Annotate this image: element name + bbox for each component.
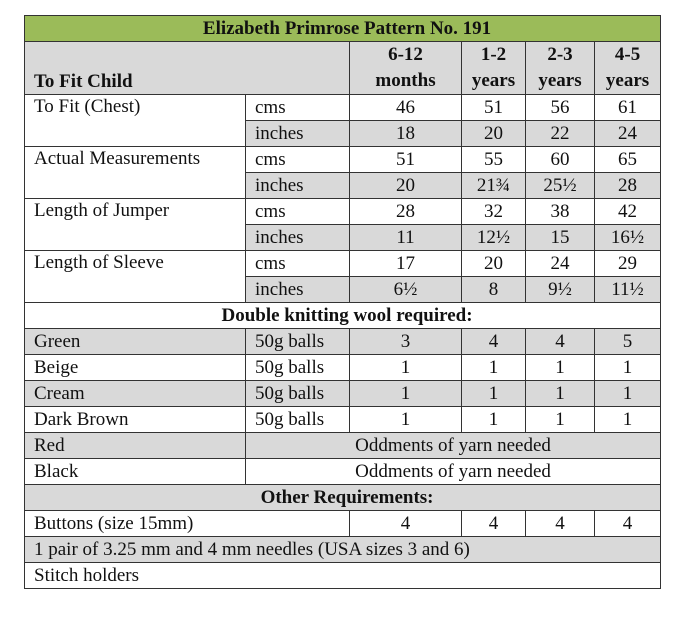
wool-row	[25, 407, 661, 433]
size-header: 6-12 months	[350, 42, 462, 95]
measurement-name: To Fit (Chest)	[25, 95, 246, 147]
measurement-row	[25, 251, 661, 277]
value-cell: 1	[350, 355, 462, 381]
value-cell: 65	[595, 147, 661, 173]
oddments-row	[25, 459, 661, 485]
value-cell: 4	[462, 329, 526, 355]
value-cell: 42	[595, 199, 661, 225]
value-cell: 24	[595, 121, 661, 147]
unit-cell: inches	[246, 173, 350, 199]
value-cell: 51	[462, 95, 526, 121]
value-cell: 6½	[350, 277, 462, 303]
wool-colour: Black	[25, 459, 246, 485]
size-header: 4-5 years	[595, 42, 661, 95]
value-cell: 21¾	[462, 173, 526, 199]
stitch-holders-text: Stitch holders	[25, 563, 661, 589]
buttons-row	[25, 511, 661, 537]
value-cell: 17	[350, 251, 462, 277]
value-cell: 25½	[526, 173, 595, 199]
value-cell: 15	[526, 225, 595, 251]
needles-text: 1 pair of 3.25 mm and 4 mm needles (USA sizes 3 and 6)	[25, 537, 661, 563]
value-cell: 4	[350, 511, 462, 537]
unit-cell: 50g balls	[246, 355, 350, 381]
wool-colour: Red	[25, 433, 246, 459]
unit-cell: inches	[246, 277, 350, 303]
wool-colour: Green	[25, 329, 246, 355]
value-cell: 12½	[462, 225, 526, 251]
oddments-note: Oddments of yarn needed	[246, 459, 661, 485]
value-cell: 1	[462, 381, 526, 407]
value-cell: 1	[526, 381, 595, 407]
value-cell: 3	[350, 329, 462, 355]
unit-cell: 50g balls	[246, 381, 350, 407]
wool-heading-row	[25, 303, 661, 329]
other-heading: Other Requirements:	[25, 485, 661, 511]
unit-cell: cms	[246, 199, 350, 225]
value-cell: 1	[462, 407, 526, 433]
measurement-name: Actual Measurements	[25, 147, 246, 199]
other-heading-row	[25, 485, 661, 511]
unit-cell: 50g balls	[246, 407, 350, 433]
stitch-holders-row	[25, 563, 661, 589]
size-header: 2-3 years	[526, 42, 595, 95]
size-header-row	[25, 42, 661, 95]
value-cell: 4	[526, 511, 595, 537]
buttons-label: Buttons (size 15mm)	[25, 511, 350, 537]
value-cell: 28	[595, 173, 661, 199]
value-cell: 1	[595, 381, 661, 407]
needles-row	[25, 537, 661, 563]
value-cell: 5	[595, 329, 661, 355]
pattern-table	[24, 15, 661, 589]
wool-colour: Cream	[25, 381, 246, 407]
measurement-row	[25, 95, 661, 121]
value-cell: 61	[595, 95, 661, 121]
unit-cell: inches	[246, 225, 350, 251]
unit-cell: 50g balls	[246, 329, 350, 355]
measurement-row	[25, 147, 661, 173]
value-cell: 11½	[595, 277, 661, 303]
value-cell: 20	[462, 251, 526, 277]
value-cell: 8	[462, 277, 526, 303]
wool-colour: Beige	[25, 355, 246, 381]
value-cell: 20	[462, 121, 526, 147]
unit-cell: cms	[246, 251, 350, 277]
value-cell: 28	[350, 199, 462, 225]
value-cell: 1	[350, 407, 462, 433]
unit-cell: cms	[246, 95, 350, 121]
value-cell: 55	[462, 147, 526, 173]
value-cell: 60	[526, 147, 595, 173]
wool-heading: Double knitting wool required:	[25, 303, 661, 329]
value-cell: 1	[595, 407, 661, 433]
value-cell: 16½	[595, 225, 661, 251]
wool-row	[25, 355, 661, 381]
wool-colour: Dark Brown	[25, 407, 246, 433]
measurement-name: Length of Sleeve	[25, 251, 246, 303]
pattern-table-container	[24, 15, 660, 589]
value-cell: 11	[350, 225, 462, 251]
to-fit-child-label: To Fit Child	[25, 42, 350, 95]
value-cell: 1	[526, 355, 595, 381]
value-cell: 51	[350, 147, 462, 173]
value-cell: 4	[526, 329, 595, 355]
value-cell: 20	[350, 173, 462, 199]
title-row	[25, 16, 661, 42]
value-cell: 56	[526, 95, 595, 121]
unit-cell: inches	[246, 121, 350, 147]
measurement-row	[25, 199, 661, 225]
size-header: 1-2 years	[462, 42, 526, 95]
oddments-note: Oddments of yarn needed	[246, 433, 661, 459]
value-cell: 46	[350, 95, 462, 121]
value-cell: 1	[350, 381, 462, 407]
measurement-name: Length of Jumper	[25, 199, 246, 251]
value-cell: 38	[526, 199, 595, 225]
value-cell: 24	[526, 251, 595, 277]
value-cell: 1	[526, 407, 595, 433]
value-cell: 9½	[526, 277, 595, 303]
value-cell: 4	[595, 511, 661, 537]
oddments-row	[25, 433, 661, 459]
unit-cell: cms	[246, 147, 350, 173]
pattern-title: Elizabeth Primrose Pattern No. 191	[25, 16, 661, 42]
value-cell: 4	[462, 511, 526, 537]
value-cell: 18	[350, 121, 462, 147]
wool-row	[25, 381, 661, 407]
value-cell: 1	[462, 355, 526, 381]
value-cell: 32	[462, 199, 526, 225]
value-cell: 22	[526, 121, 595, 147]
wool-row	[25, 329, 661, 355]
value-cell: 29	[595, 251, 661, 277]
value-cell: 1	[595, 355, 661, 381]
